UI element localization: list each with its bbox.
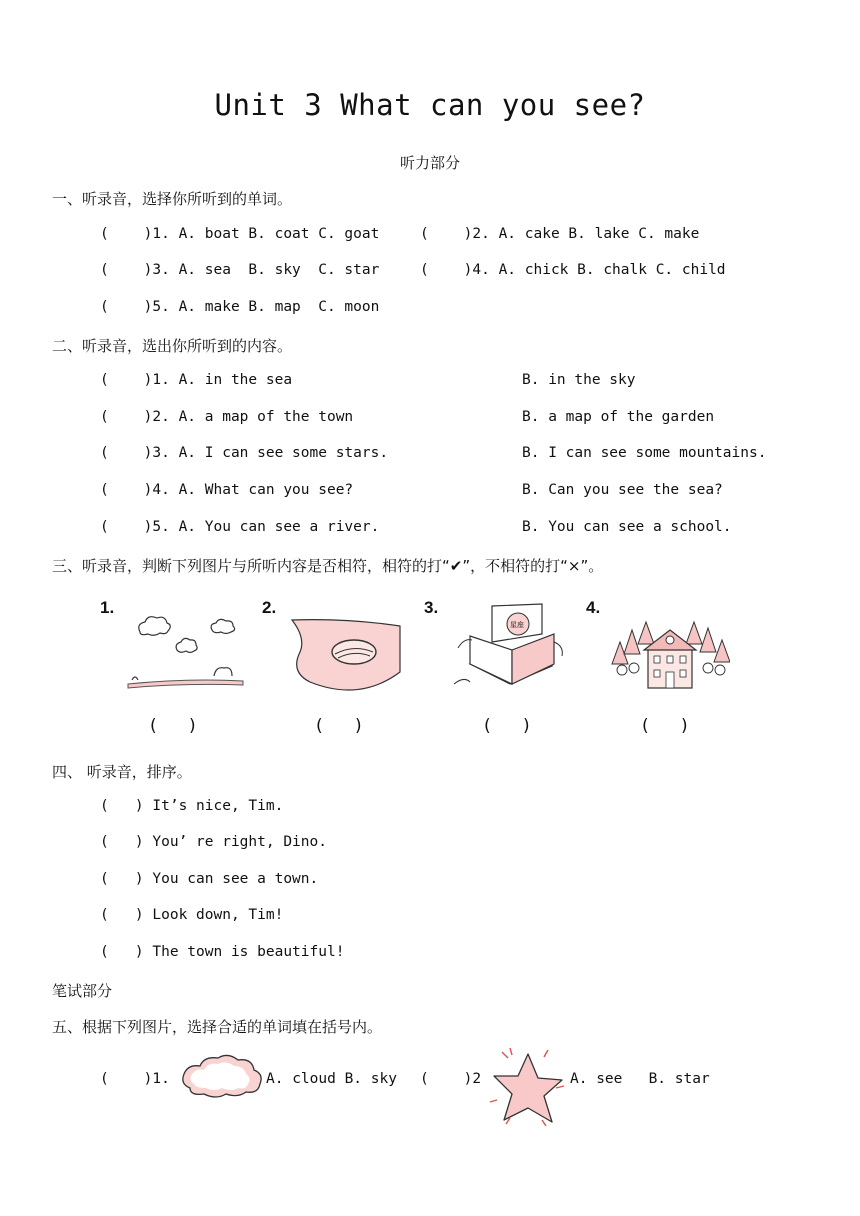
gift-box-picture bbox=[448, 602, 568, 698]
picture-number-1: 1. bbox=[100, 598, 115, 617]
clouds-sky-picture bbox=[122, 610, 252, 695]
section4-heading: 四、 听录音，排序。 bbox=[52, 763, 192, 781]
s5-q1-options: A. cloud B. sky bbox=[266, 1071, 397, 1087]
picture-number-4: 4. bbox=[586, 598, 601, 617]
s2-q3-option-a: ( )3. A. I can see some stars. bbox=[100, 445, 389, 461]
s1-question-4: ( )4. A. chick B. chalk C. child bbox=[420, 262, 726, 278]
section1-heading: 一、听录音，选择你所听到的单词。 bbox=[52, 190, 293, 208]
page-title: Unit 3 What can you see? bbox=[214, 88, 646, 122]
box-label: 星座 bbox=[510, 621, 524, 629]
section3-heading: 三、听录音，判断下列图片与所听内容是否相符，相符的打“✔”，不相符的打“×”。 bbox=[52, 557, 604, 575]
town-picture bbox=[610, 604, 730, 692]
picture-number-2: 2. bbox=[262, 598, 277, 617]
s5-q2-prefix: ( )2 bbox=[420, 1071, 482, 1087]
s2-q1-option-a: ( )1. A. in the sea bbox=[100, 372, 293, 388]
star-icon bbox=[484, 1046, 568, 1132]
s2-q5-option-a: ( )5. A. You can see a river. bbox=[100, 519, 380, 535]
s2-q4-option-b: B. Can you see the sea? bbox=[522, 482, 723, 498]
boat-picture bbox=[288, 612, 403, 700]
cloud-icon bbox=[176, 1052, 268, 1106]
answer-blank-1[interactable]: ( ) bbox=[150, 716, 196, 736]
answer-blank-4[interactable]: ( ) bbox=[642, 716, 688, 736]
s4-sentence-2: ( ) You’ re right, Dino. bbox=[100, 834, 327, 850]
s1-question-2: ( )2. A. cake B. lake C. make bbox=[420, 226, 700, 242]
s2-q2-option-b: B. a map of the garden bbox=[522, 409, 715, 425]
s1-question-1: ( )1. A. boat B. coat C. goat bbox=[100, 226, 380, 242]
s2-q2-option-a: ( )2. A. a map of the town bbox=[100, 409, 354, 425]
listening-section-title: 听力部分 bbox=[399, 154, 460, 172]
s5-q2-options: A. see B. star bbox=[570, 1071, 710, 1087]
s2-q1-option-b: B. in the sky bbox=[522, 372, 636, 388]
s4-sentence-4: ( ) Look down, Tim! bbox=[100, 907, 284, 923]
s2-q5-option-b: B. You can see a school. bbox=[522, 519, 732, 535]
s4-sentence-5: ( ) The town is beautiful! bbox=[100, 944, 345, 960]
s4-sentence-1: ( ) It’s nice, Tim. bbox=[100, 798, 284, 814]
picture-number-3: 3. bbox=[424, 598, 439, 617]
answer-blank-2[interactable]: ( ) bbox=[316, 716, 362, 736]
answer-blank-3[interactable]: ( ) bbox=[484, 716, 530, 736]
s2-q4-option-a: ( )4. A. What can you see? bbox=[100, 482, 354, 498]
s5-q1-prefix: ( )1. bbox=[100, 1071, 170, 1087]
s1-question-3: ( )3. A. sea B. sky C. star bbox=[100, 262, 380, 278]
s2-q3-option-b: B. I can see some mountains. bbox=[522, 445, 767, 461]
writing-section-title: 笔试部分 bbox=[52, 982, 113, 1000]
section2-heading: 二、听录音，选出你所听到的内容。 bbox=[52, 337, 293, 355]
s1-question-5: ( )5. A. make B. map C. moon bbox=[100, 299, 380, 315]
section5-heading: 五、根据下列图片，选择合适的单词填在括号内。 bbox=[52, 1018, 383, 1036]
s4-sentence-3: ( ) You can see a town. bbox=[100, 871, 319, 887]
